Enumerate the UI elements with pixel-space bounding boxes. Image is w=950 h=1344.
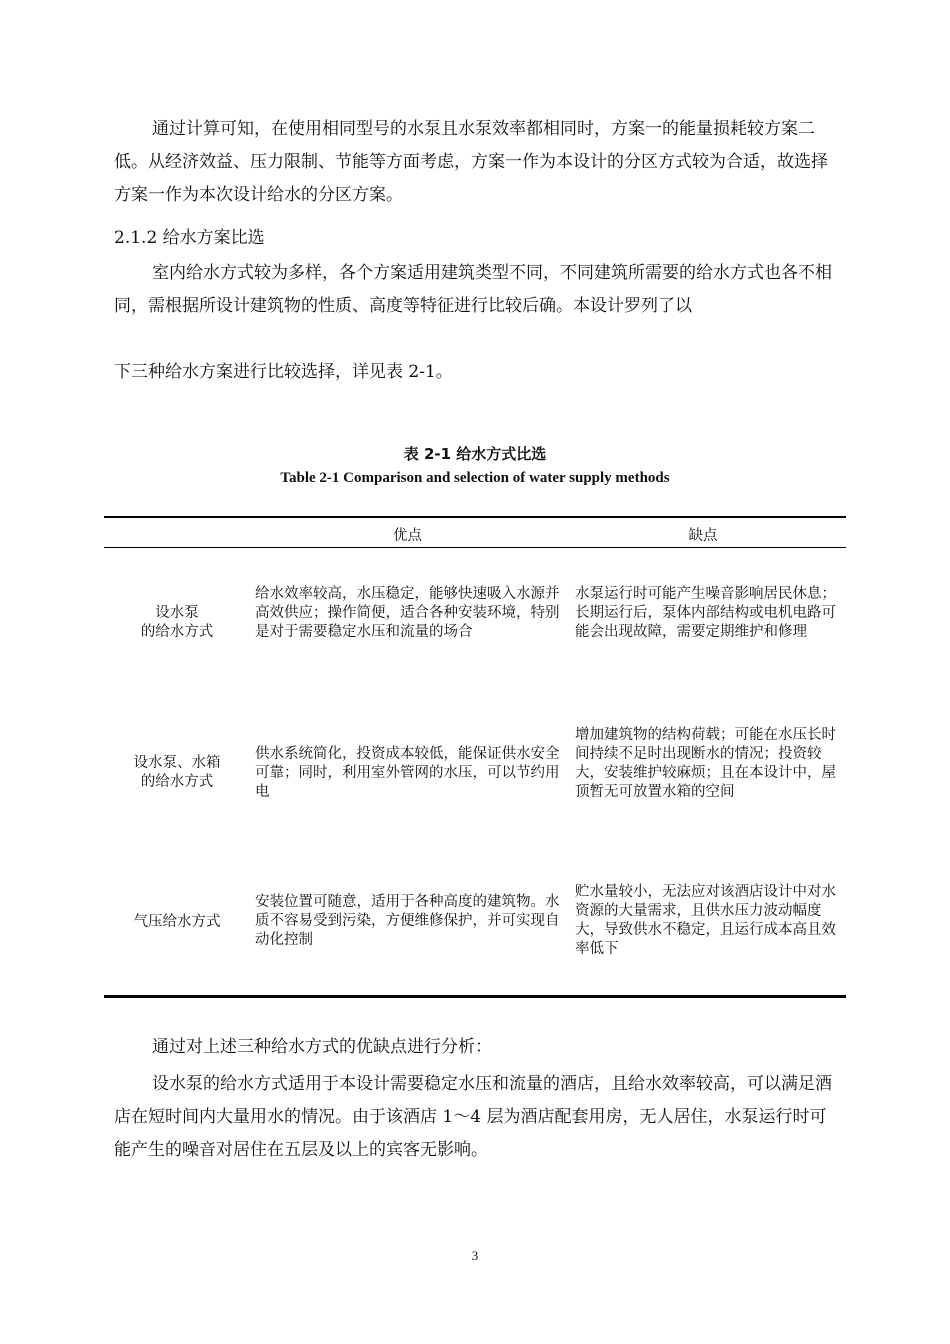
table-header-cons: 缺点 xyxy=(688,528,718,544)
table-row-1-cons: 水泵运行时可能产生噪音影响居民休息；长期运行后，泵体内部结构或电机电路可能会出现故障，需要定期维护和修理 xyxy=(575,586,836,640)
paragraph-supply-methods-intro: 室内给水方式较为多样，各个方案适用建筑类型不同，不同建筑所需要的给水方式也各不相同，需根据所设计建筑物的性质、高度等特征进行比较后确。本设计罗列了以 xyxy=(114,263,832,316)
table-row-2-cons: 增加建筑物的结构荷载；可能在水压长时间持续不足时出现断水的情况；投资较大，安装维护较麻烦；且在本设计中，屋顶暂无可放置水箱的空间 xyxy=(575,727,836,800)
paragraph-analysis-lead: 通过对上述三种给水方式的优缺点进行分析： xyxy=(152,1037,492,1057)
paragraph-conclusion: 设水泵的给水方式适用于本设计需要稳定水压和流量的酒店，且给水效率较高，可以满足酒店在短时间内大量用水的情况。由于该酒店 1～4 层为酒店配套用房，无人居住，水泵运行时可能产生的噪音对居住在五层及以上的宾客无影响。 xyxy=(114,1074,832,1160)
table-row-1-pros: 给水效率较高，水压稳定，能够快速吸入水源并高效供应；操作简便，适合各种安装环境，特别是对于需要稳定水压和流量的场合 xyxy=(255,586,560,640)
paragraph-energy-comparison: 通过计算可知，在使用相同型号的水泵且水泵效率都相同时，方案一的能量损耗较方案二低。从经济效益、压力限制、节能等方面考虑，方案一作为本设计的分区方式较为合适，故选择方案一作为本次设计给水的分区方案。 xyxy=(114,119,828,205)
table-caption-en: Table 2-1 Comparison and selection of water supply methods xyxy=(280,470,670,486)
table-row-3-method: 气压给水方式 xyxy=(133,914,221,930)
page-number: 3 xyxy=(471,1248,479,1263)
table-top-rule xyxy=(104,516,846,518)
table-row-3-pros: 安装位置可随意，适用于各种高度的建筑物。水质不容易受到污染，方便维修保护，并可实现自动化控制 xyxy=(255,894,560,948)
table-header-rule xyxy=(104,547,846,548)
table-bottom-rule xyxy=(104,995,846,998)
table-row-2-method: 设水泵、水箱 的给水方式 xyxy=(133,755,221,790)
section-heading: 2.1.2 给水方案比选 xyxy=(114,228,265,248)
table-caption-zh: 表 2-1 给水方式比选 xyxy=(403,445,547,463)
paragraph-supply-methods-intro-cont: 下三种给水方案进行比较选择，详见表 2-1。 xyxy=(114,362,453,382)
table-row-3-cons: 贮水量较小，无法应对该酒店设计中对水资源的大量需求，且供水压力波动幅度大，导致供水不稳定，且运行成本高且效率低下 xyxy=(575,884,836,957)
table-row-1-method: 设水泵 的给水方式 xyxy=(140,605,214,640)
table-header-pros: 优点 xyxy=(393,528,422,544)
table-row-2-pros: 供水系统简化，投资成本较低，能保证供水安全可靠；同时，利用室外管网的水压，可以节约用电 xyxy=(255,746,560,800)
